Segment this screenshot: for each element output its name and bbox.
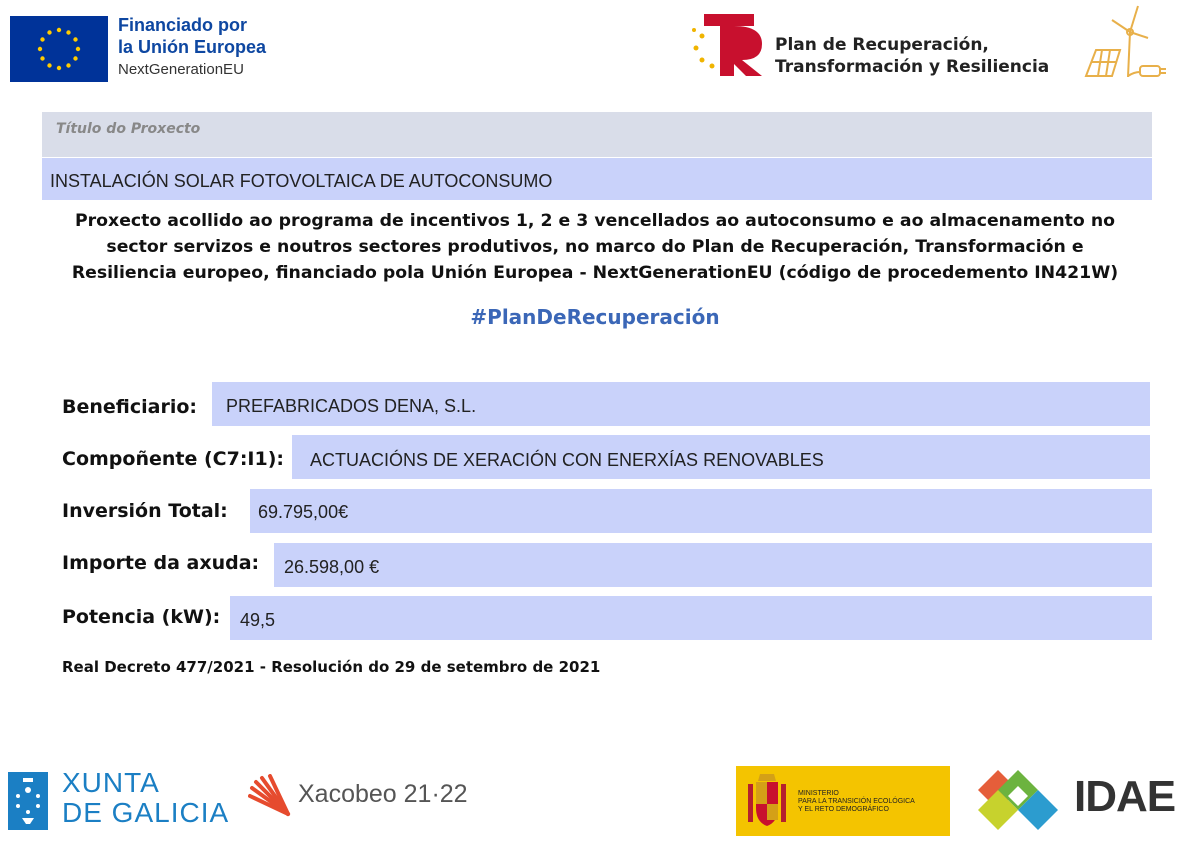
spain-coat-of-arms-icon (744, 772, 790, 830)
ministerio-line2: PARA LA TRANSICIÓN ECOLÓGICA (798, 798, 915, 805)
title-label-box (42, 112, 1152, 157)
potencia-label: Potencia (kW): (62, 606, 221, 628)
prtr-text (775, 34, 1049, 78)
beneficiario-label: Beneficiario: (62, 396, 197, 418)
windmill-solar-icon (1082, 2, 1178, 82)
title-value: INSTALACIÓN SOLAR FOTOVOLTAICA DE AUTOCONSUMO (50, 171, 553, 191)
prtr-line2: Transformación y Resiliencia (775, 57, 1050, 77)
importe-box (274, 543, 1152, 587)
potencia-box (230, 596, 1152, 640)
project-description (20, 208, 1170, 286)
eu-funding-text (118, 14, 266, 81)
prtr-tr-icon (690, 8, 770, 78)
title-label: Título do Proxecto (56, 121, 201, 137)
xunta-text (62, 768, 229, 828)
idae-diamond-icon (968, 766, 1068, 836)
beneficiario-value: PREFABRICADOS DENA, S.L. (226, 396, 477, 416)
ministerio-logo (736, 766, 950, 836)
inversion-box (250, 489, 1152, 533)
prtr-logo (690, 8, 770, 78)
description-line: sector servizos e noutros sectores produtivos, no marco do Plan de Recuperación, Transformación e (106, 237, 1084, 257)
componente-label: Compoñente (C7:I1): (62, 448, 284, 470)
xacobeo-text: Xacobeo 21·22 (298, 780, 468, 808)
ministerio-text (798, 790, 915, 814)
componente-value: ACTUACIÓNS DE XERACIÓN CON ENERXÍAS RENOVABLES (310, 450, 824, 470)
eu-line2: la Unión Europea (118, 37, 267, 57)
description-line: Resiliencia europeo, financiado pola Unión Europea - NextGenerationEU (código de procedemento IN421W) (71, 263, 1119, 283)
idae-text: IDAE (1074, 772, 1176, 821)
decree-text: Real Decreto 477/2021 - Resolución do 29 de setembro de 2021 (62, 658, 601, 676)
description-line: Proxecto acollido ao programa de incentivos 1, 2 e 3 vencellados ao autoconsumo e ao almacenamento no (74, 211, 1115, 231)
prtr-line1: Plan de Recuperación, (775, 35, 989, 55)
xunta-line2: DE GALICIA (62, 797, 230, 828)
importe-value: 26.598,00 € (284, 557, 380, 577)
eu-line1: Financiado por (118, 15, 248, 35)
hashtag: #PlanDeRecuperación (470, 305, 720, 329)
xunta-line1: XUNTA (62, 767, 160, 798)
eu-stars-icon (10, 16, 108, 82)
ministerio-line3: Y EL RETO DEMOGRÁFICO (798, 806, 889, 813)
ministerio-line1: MINISTERIO (798, 790, 839, 797)
potencia-value: 49,5 (240, 610, 276, 630)
eu-flag-logo (10, 16, 108, 82)
inversion-label: Inversión Total: (62, 500, 228, 522)
inversion-value: 69.795,00€ (258, 502, 349, 522)
xacobeo-shell-icon (248, 774, 294, 820)
importe-label: Importe da axuda: (62, 552, 260, 574)
eu-line3: NextGenerationEU (118, 61, 244, 78)
xunta-shield-icon (8, 772, 48, 830)
